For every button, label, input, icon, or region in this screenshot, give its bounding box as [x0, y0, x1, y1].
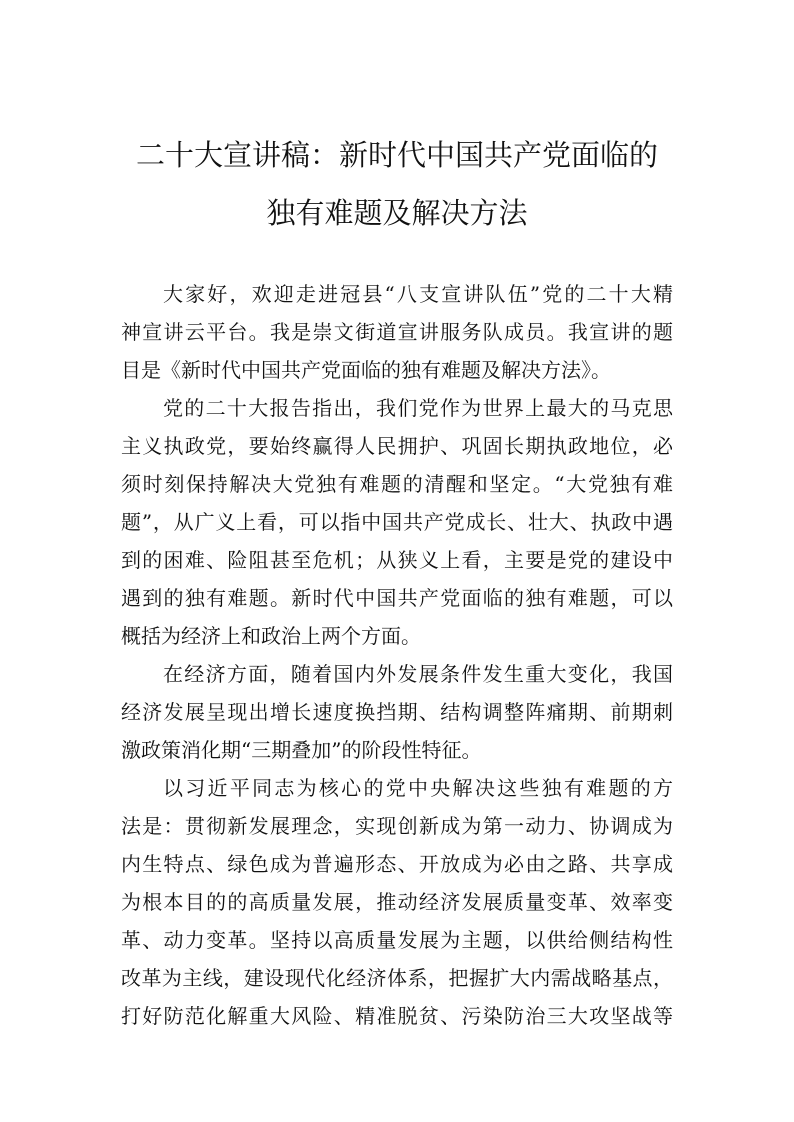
document-title-line-2: 独有难题及解决方法 — [266, 196, 528, 230]
paragraph-line: 大家好，欢迎走进冠县“八支宣讲队伍”党的二十大精 — [163, 282, 673, 306]
paragraph-line: 以习近平同志为核心的党中央解决这些独有难题的方 — [163, 776, 673, 800]
document-body — [121, 275, 673, 1035]
paragraph — [121, 275, 673, 389]
paragraph-line: 目是《新时代中国共产党面临的独有难题及解决方法》。 — [121, 358, 611, 382]
paragraph — [121, 655, 673, 769]
paragraph-line: 内生特点、绿色成为普遍形态、开放成为必由之路、共享成 — [121, 852, 673, 876]
paragraph-line: 遇到的独有难题。新时代中国共产党面临的独有难题，可以 — [121, 586, 673, 610]
paragraph-line: 须时刻保持解决大党独有难题的清醒和坚定。“大党独有难 — [121, 472, 673, 496]
paragraph — [121, 769, 673, 1035]
paragraph-line: 经济发展呈现出增长速度换挡期、结构调整阵痛期、前期刺 — [121, 700, 673, 724]
paragraph — [121, 389, 673, 655]
paragraph-line: 神宣讲云平台。我是崇文街道宣讲服务队成员。我宣讲的题 — [121, 320, 673, 344]
paragraph-line: 改革为主线，建设现代化经济体系，把握扩大内需战略基点， — [121, 966, 673, 990]
paragraph-line: 概括为经济上和政治上两个方面。 — [121, 624, 421, 648]
paragraph-line: 题”，从广义上看，可以指中国共产党成长、壮大、执政中遇 — [121, 510, 673, 534]
paragraph-line: 党的二十大报告指出，我们党作为世界上最大的马克思 — [163, 396, 673, 420]
paragraph-line: 到的困难、险阻甚至危机；从狭义上看，主要是党的建设中 — [121, 548, 673, 572]
document-title-line-1: 二十大宣讲稿：新时代中国共产党面临的 — [135, 138, 658, 172]
paragraph-line: 革、动力变革。坚持以高质量发展为主题，以供给侧结构性 — [121, 928, 673, 952]
paragraph-line: 在经济方面，随着国内外发展条件发生重大变化，我国 — [163, 662, 673, 686]
paragraph-line: 为根本目的的高质量发展，推动经济发展质量变革、效率变 — [121, 890, 673, 914]
paragraph-line: 法是：贯彻新发展理念，实现创新成为第一动力、协调成为 — [121, 814, 673, 838]
paragraph-line: 打好防范化解重大风险、精准脱贫、污染防治三大攻坚战等 — [121, 1004, 673, 1028]
paragraph-line: 主义执政党，要始终赢得人民拥护、巩固长期执政地位，必 — [121, 434, 673, 458]
paragraph-line: 激政策消化期“三期叠加”的阶段性特征。 — [121, 738, 482, 762]
